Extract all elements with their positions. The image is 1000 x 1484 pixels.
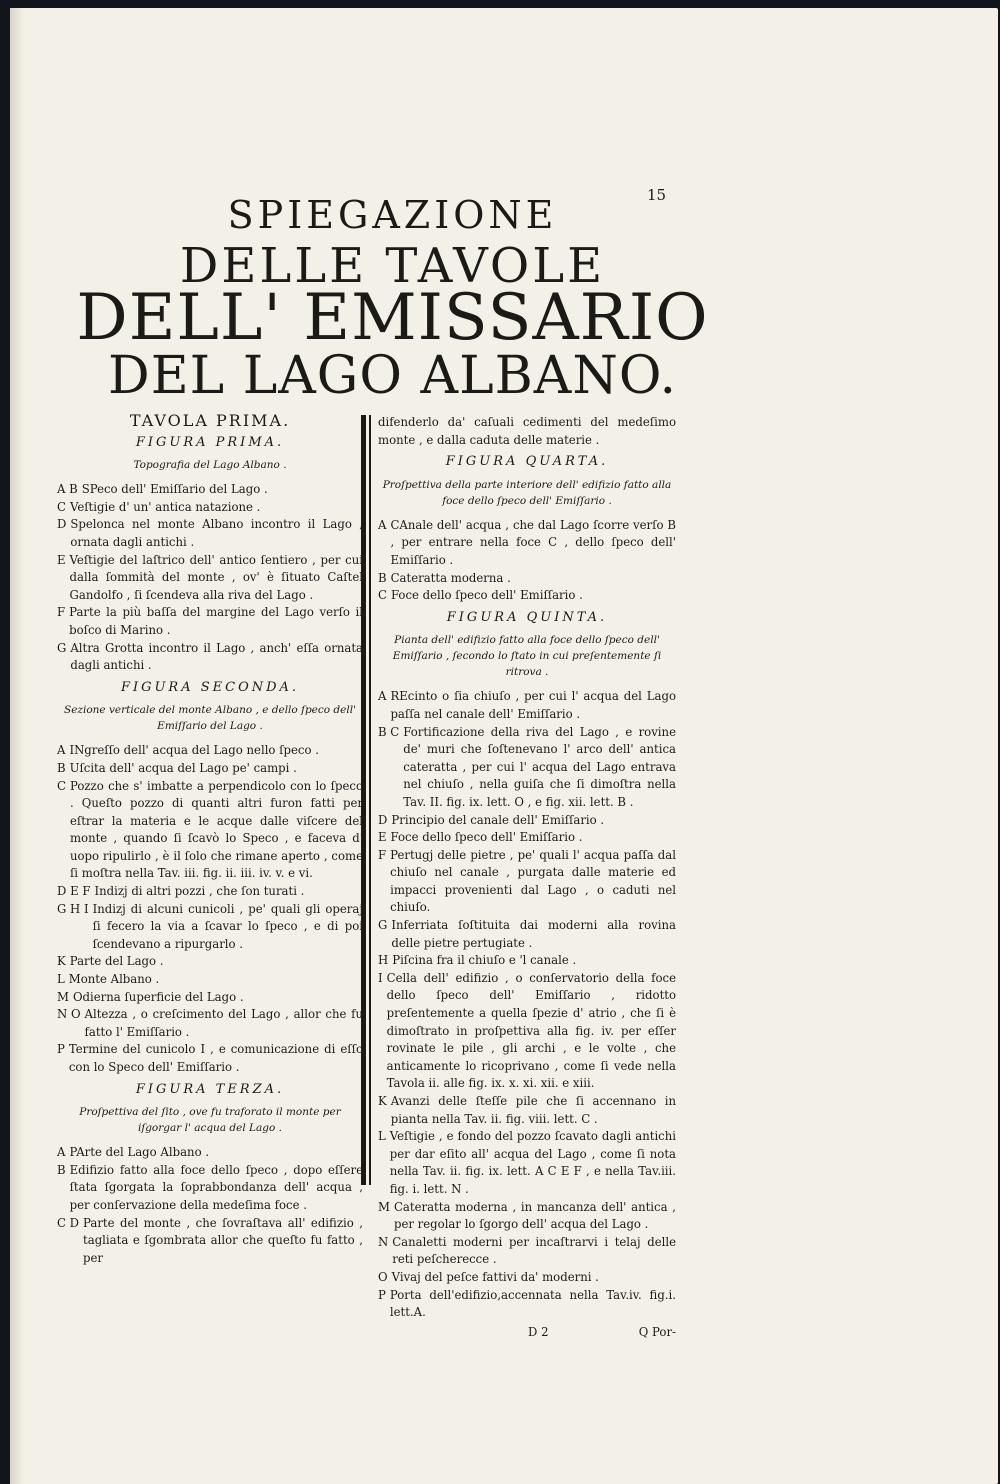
title-line-4: DEL LAGO ALBANO. xyxy=(108,346,677,406)
legend-entry xyxy=(57,1006,363,1041)
legend-entry xyxy=(57,778,363,884)
legend-text: PArte del Lago Albano . xyxy=(69,1145,210,1160)
tavola-heading: TAVOLA PRIMA. xyxy=(129,411,291,430)
legend-key: B xyxy=(378,570,387,585)
legend-key: G H I xyxy=(57,901,89,916)
legend-entry xyxy=(378,724,676,812)
legend-key: F xyxy=(57,605,66,620)
legend-key: O xyxy=(378,1269,388,1284)
legend-key: B xyxy=(57,760,66,775)
legend-key: I xyxy=(378,970,383,985)
figure-2-legend xyxy=(57,742,363,1076)
legend-entry xyxy=(378,517,676,570)
legend-text: INgreſſo dell' acqua del Lago nello ſpeco . xyxy=(69,743,319,758)
legend-entry xyxy=(57,989,363,1007)
legend-key: H xyxy=(378,953,389,968)
legend-entry xyxy=(57,953,363,971)
legend-entry xyxy=(378,1093,676,1128)
legend-entry xyxy=(57,640,363,675)
title-line-3: DELL' EMISSARIO xyxy=(76,281,709,355)
figure-2-heading: FIGURA SECONDA. xyxy=(120,679,300,695)
legend-text: Indizj di altri pozzi , che ſon turati . xyxy=(94,884,305,899)
legend-text: SPeco dell' Emiſſario del Lago . xyxy=(81,482,268,497)
legend-key: F xyxy=(378,847,387,862)
figure-3-caption: Proſpettiva del ſito , ove fu traforato il monte per iſgorgar l' acqua del Lago . xyxy=(79,1106,341,1135)
legend-key: C D xyxy=(57,1215,80,1230)
legend-key: L xyxy=(378,1129,386,1144)
legend-key: E xyxy=(57,552,66,567)
legend-key: B xyxy=(57,1162,66,1177)
legend-key: N O xyxy=(57,1007,81,1022)
figure-1-legend xyxy=(57,481,363,675)
legend-entry xyxy=(378,812,676,830)
legend-key: C xyxy=(57,778,66,793)
legend-entry xyxy=(57,1041,363,1076)
legend-entry xyxy=(378,688,676,723)
figure-4-legend xyxy=(378,517,676,605)
legend-text: Cateratta moderna , in mancanza dell' antica , per regolar lo ſgorgo dell' acqua del Lago . xyxy=(393,1199,676,1232)
figure-4-heading: FIGURA QUARTA. xyxy=(445,454,609,470)
figure-2-caption: Sezione verticale del monte Albano , e dello ſpeco dell' Emiſſario del Lago . xyxy=(64,704,356,733)
legend-text: Cella dell' edifizio , o conſervatorio della foce dello ſpeco dell' Emiſſario , ridotto preſentemente a quella ſpezie d' atrio , che ſi è dimoſtrato in proſpettiva alla fig. iv. per eſſer rovinate le pile , gli archi , e le volte , che anticamente lo ricoprivano , come ſi vede nella Tavola ii. alle fig. ix. x. xi. xii. e xiii. xyxy=(386,970,676,1091)
legend-text: Parte del monte , che ſovraſtava all' edifizio , tagliata e ſgombrata allor che queſto fu fatto , per xyxy=(83,1215,363,1265)
figure-3-heading: FIGURA TERZA. xyxy=(135,1081,285,1097)
figure-5-legend xyxy=(378,688,676,1321)
legend-key: D xyxy=(378,812,388,827)
legend-entry xyxy=(378,829,676,847)
legend-key: B C xyxy=(378,724,400,739)
legend-text: CAnale dell' acqua , che dal Lago ſcorre verſo B , per entrare nella foce C , dello ſpeco dell' Emiſſario . xyxy=(390,517,676,567)
legend-text: Altezza , o creſcimento del Lago , allor che fu fatto l' Emiſſario . xyxy=(84,1007,363,1039)
figure-1-heading: FIGURA PRIMA. xyxy=(135,434,285,450)
legend-entry xyxy=(57,883,363,901)
legend-entry xyxy=(378,1199,676,1234)
legend-text: Odierna ſuperficie del Lago . xyxy=(72,989,244,1004)
legend-text: Altra Grotta incontro il Lago , anch' eſſa ornata dagli antichi . xyxy=(70,640,363,673)
legend-key: C xyxy=(57,499,66,514)
legend-entry xyxy=(378,847,676,917)
legend-text: REcinto o ſia chiuſo , per cui l' acqua del Lago paſſa nel canale dell' Emiſſario . xyxy=(390,689,676,721)
legend-entry xyxy=(378,1287,676,1322)
page-number: 15 xyxy=(647,186,667,204)
legend-entry xyxy=(57,1215,363,1268)
legend-text: Veſtigie d' un' antica natazione . xyxy=(69,499,261,514)
legend-text: Principio del canale dell' Emiſſario . xyxy=(391,812,605,827)
legend-entry xyxy=(57,499,363,517)
legend-key: M xyxy=(57,989,69,1004)
legend-entry xyxy=(378,1269,676,1287)
figure-4-caption: Proſpettiva della parte interiore dell' edifizio fatto alla foce dello ſpeco dell' Emiſſario . xyxy=(382,478,672,507)
legend-text: Parte del Lago . xyxy=(69,954,164,969)
legend-text: Uſcita dell' acqua del Lago pe' campi . xyxy=(69,760,297,775)
legend-key: P xyxy=(378,1287,386,1302)
legend-key: E xyxy=(378,830,387,845)
legend-text: Veſtigie , e fondo del pozzo ſcavato dagli antichi per dar eſito all' acqua del Lago , come ſi nota nella Tav. ii. fig. ix. lett. A C E F , e nella Tav.iii. fig. i. lett. N . xyxy=(389,1129,676,1196)
legend-key: A xyxy=(57,1145,66,1160)
legend-text: Spelonca nel monte Albano incontro il Lago , ornata dagli antichi . xyxy=(70,517,363,549)
legend-text: Piſcina fra il chiuſo e 'l canale . xyxy=(392,953,577,968)
legend-key: A B xyxy=(57,482,78,497)
continuation-text: difenderlo da' caſuali cedimenti del medeſimo monte , e dalla caduta delle materie . xyxy=(378,415,676,447)
legend-text: Pertugj delle pietre , pe' quali l' acqua paſſa dal chiuſo nel canale , purgata dalle materie ed impacci provenienti dal Lago , o caduti nel chiuſo. xyxy=(390,847,676,915)
legend-entry xyxy=(378,1234,676,1269)
legend-key: N xyxy=(378,1234,389,1249)
page-footer xyxy=(378,1324,676,1342)
legend-text: Veſtigie del laſtrico dell' antico ſentiero , per cui dalla ſommità del monte , ov' è ſituato Caſtel Gandolfo , ſi ſcendeva alla riva del Lago . xyxy=(69,552,363,602)
column-rule-thin xyxy=(369,415,371,1185)
legend-text: Vivaj del peſce fattivi da' moderni . xyxy=(391,1269,599,1284)
legend-entry xyxy=(57,971,363,989)
legend-entry xyxy=(378,587,676,605)
catchword: Q Por- xyxy=(638,1324,676,1339)
title-line-2: DELLE TAVOLE xyxy=(179,238,606,294)
legend-entry xyxy=(378,570,676,588)
legend-key: K xyxy=(378,1094,387,1108)
legend-text: Pozzo che s' imbatte a perpendicolo con lo ſpeco . Queſto pozzo di quanti altri furon fatti per eſtrar la materia e le acque dalle viſcere del monte , quando ſi ſcavò lo Speco , e faceva d' uopo ripulirlo , è il ſolo che rimane aperto , come ſi moſtra nella Tav. iii. fig. ii. iii. iv. v. e vi. xyxy=(69,778,363,881)
page-gutter-shadow xyxy=(10,8,24,1484)
legend-key: D xyxy=(57,517,67,532)
legend-text: Foce dello ſpeco dell' Emiſſario . xyxy=(390,588,583,603)
legend-key: A xyxy=(378,517,387,532)
legend-key: P xyxy=(57,1042,65,1057)
legend-text: Termine del cunicolo I , e comunicazione di eſſo con lo Speco dell' Emiſſario . xyxy=(68,1042,363,1074)
legend-text: Avanzi delle ſteſſe pile che ſi accennano in pianta nella Tav. ii. fig. viii. lett. C . xyxy=(390,1094,676,1126)
legend-text: Edifizio fatto alla foce dello ſpeco , dopo eſſere ſtata ſgorgata la ſoprabbondanza dell' acqua , per conſervazione della medeſima foce . xyxy=(69,1162,363,1212)
legend-entry xyxy=(378,917,676,952)
legend-text: Porta dell'edifizio,accennata nella Tav.iv. fig.i. lett.A. xyxy=(389,1287,676,1320)
legend-entry xyxy=(57,760,363,778)
title-line-1: SPIEGAZIONE xyxy=(227,193,558,237)
legend-text: Fortificazione della riva del Lago , e rovine de' muri che ſoſtenevano l' arco dell' antica cateratta , per cui l' acqua del Lago entrava nel chiuſo , nella guiſa che ſi dimoſtra nella Tav. II. fig. ix. lett. O , e fig. xii. lett. B . xyxy=(403,724,676,809)
legend-entry xyxy=(57,516,363,551)
legend-text: Monte Albano . xyxy=(68,972,160,987)
signature-mark: D 2 xyxy=(528,1324,549,1339)
figure-5-caption: Pianta dell' edifizio fatto alla foce dello ſpeco dell' Emiſſario , ſecondo lo ſtato in cui preſentemente ſi ritrova . xyxy=(392,634,662,679)
legend-text: Inferriata ſoſtituita dai moderni alla rovina delle pietre pertugiate . xyxy=(391,918,676,950)
legend-key: C xyxy=(378,588,387,603)
legend-entry xyxy=(57,742,363,760)
legend-key: G xyxy=(378,918,388,933)
legend-entry xyxy=(57,901,363,954)
legend-text: Cateratta moderna . xyxy=(390,570,511,585)
left-column xyxy=(57,412,363,1267)
legend-entry xyxy=(57,604,363,639)
legend-entry xyxy=(57,1144,363,1162)
figure-1-caption: Topografia del Lago Albano . xyxy=(133,459,287,472)
legend-text: Indizj di alcuni cunicoli , pe' quali gli operaj ſi fecero la via a ſcavar lo ſpeco , e di poi ſcendevano a ripurgarlo . xyxy=(92,901,363,951)
legend-key: D E F xyxy=(57,884,91,899)
legend-key: K xyxy=(57,954,66,969)
legend-entry xyxy=(57,481,363,499)
legend-key: L xyxy=(57,972,65,987)
legend-text: Parte la più baſſa del margine del Lago verſo il boſco di Marino . xyxy=(69,605,363,637)
legend-key: G xyxy=(57,640,67,655)
legend-entry xyxy=(57,1162,363,1215)
legend-entry xyxy=(378,952,676,970)
legend-entry xyxy=(378,970,676,1093)
legend-key: A xyxy=(378,689,387,704)
legend-entry xyxy=(57,552,363,605)
legend-text: Canaletti moderni per incaſtrarvi i telaj delle reti peſcherecce . xyxy=(392,1234,676,1267)
legend-key: A xyxy=(57,743,66,758)
figure-5-heading: FIGURA QUINTA. xyxy=(446,609,608,625)
figure-3-legend xyxy=(57,1144,363,1267)
legend-key: M xyxy=(378,1199,390,1214)
legend-text: Foce dello ſpeco dell' Emiſſario . xyxy=(390,830,583,845)
legend-entry xyxy=(378,1128,676,1198)
right-column xyxy=(378,414,676,1341)
